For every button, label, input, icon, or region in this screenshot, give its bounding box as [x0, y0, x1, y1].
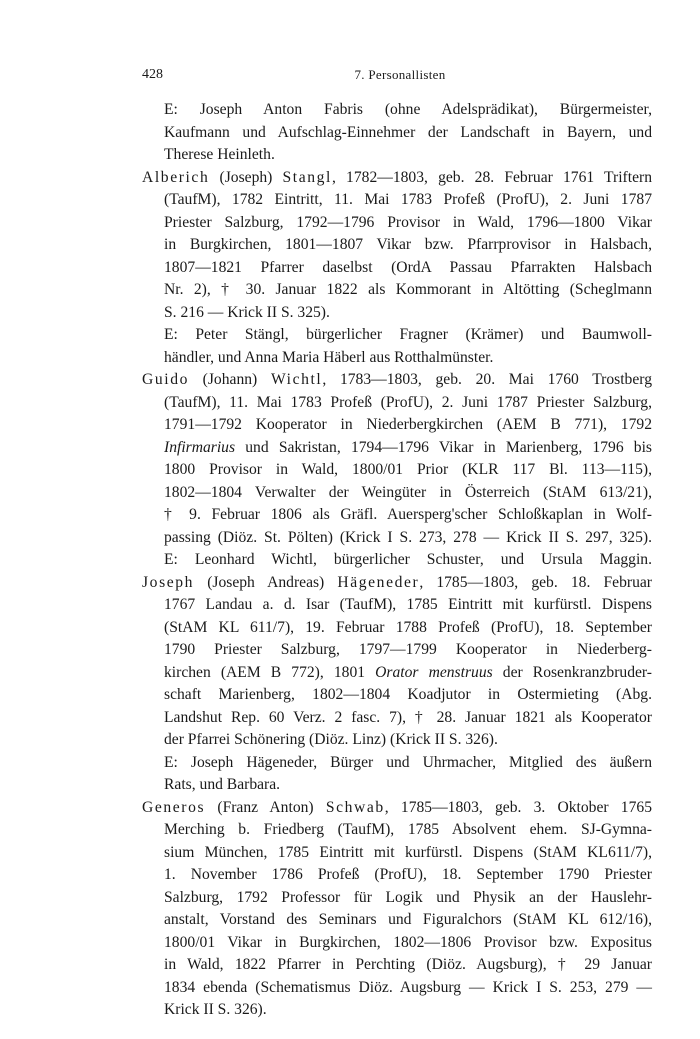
text-segment: Kaufmann und Aufschlag-Einnehmer der Landschaft in Bayern, und — [164, 123, 652, 141]
text-segment: 1800 Provisor in Wald, 1800/01 Prior (KLR 117 Bl. 113—115), — [164, 461, 652, 478]
text-line — [142, 684, 652, 707]
text-segment: und Sakristan, 1794—1796 Vikar in Marienberg, 1796 bis — [235, 438, 652, 456]
text-line — [142, 459, 652, 482]
text-segment: Krick II S. 326). — [164, 1001, 267, 1018]
person-name: Stangl — [282, 168, 332, 186]
text-segment: kirchen (AEM B 772), 1801 — [164, 663, 376, 681]
text-segment: in Burgkirchen, 1801—1807 Vikar bzw. Pfarrprovisor in Halsbach, — [164, 236, 652, 253]
text-segment: der Rosenkranzbruder- — [492, 663, 652, 681]
text-segment: anstalt, Vorstand des Seminars und Figuralchors (StAM KL 612/16), — [164, 911, 652, 928]
text-line — [142, 977, 652, 1000]
text-line — [142, 549, 652, 572]
text-segment: E: Leonhard Wichtl, bürgerlicher Schuster, und Ursula Maggin. — [164, 551, 652, 568]
text-line — [142, 639, 652, 662]
text-line — [142, 932, 652, 955]
text-line — [142, 617, 652, 640]
text-segment: † 9. Februar 1806 als Gräfl. Auersperg'scher Schloßkaplan in Wolf- — [164, 506, 652, 523]
entry-first-line — [142, 369, 652, 392]
text-line — [142, 887, 652, 910]
text-line — [142, 392, 652, 415]
person-name: Alberich — [142, 168, 210, 186]
text-line — [142, 999, 652, 1022]
person-name: Hägeneder — [337, 573, 420, 591]
text-line — [142, 482, 652, 505]
text-segment: händler, und Anna Maria Häberl aus Rotthalmünster. — [164, 348, 494, 366]
text-line — [142, 212, 652, 235]
text-segment: , 1783—1803, geb. 20. Mai 1760 Trostberg — [322, 371, 652, 388]
text-segment: der Pfarrei Schönering (Diöz. Linz) (Krick II S. 326). — [164, 731, 498, 748]
text-segment: (Franz Anton) — [205, 798, 326, 816]
text-line — [142, 189, 652, 212]
text-segment: in Wald, 1822 Pfarrer in Perchting (Diöz. Augsburg), † 29 Januar — [164, 956, 652, 973]
text-line — [142, 504, 652, 527]
text-segment: sium München, 1785 Eintritt mit kurfürstl. Dispens (StAM KL611/7), — [164, 843, 652, 861]
text-segment: 1790 Priester Salzburg, 1797—1799 Kooperator in Niederberg- — [164, 641, 652, 658]
text-segment: 1802—1804 Verwalter der Weingüter in Österreich (StAM 613/21), — [164, 483, 652, 501]
text-line — [142, 527, 652, 550]
text-segment: Merching b. Friedberg (TaufM), 1785 Absolvent ehem. SJ-Gymna- — [164, 821, 652, 838]
text-line — [142, 302, 652, 325]
text-segment: Rats, und Barbara. — [164, 776, 281, 793]
text-line — [142, 437, 652, 460]
text-segment: passing (Diöz. St. Pölten) (Krick I S. 273, 278 — Krick II S. 297, 325). — [164, 528, 652, 546]
text-line — [142, 234, 652, 257]
text-line — [142, 99, 652, 122]
text-segment: 1800/01 Vikar in Burgkirchen, 1802—1806 Provisor bzw. Expositus — [164, 933, 652, 951]
person-name: Generos — [142, 798, 206, 816]
entry-first-line — [142, 167, 652, 190]
text-segment: Nr. 2), † 30. Januar 1822 als Kommorant in Altötting (Scheglmann — [164, 281, 652, 298]
text-segment: (TaufM), 1782 Eintritt, 11. Mai 1783 Profeß (ProfU), 2. Juni 1787 — [164, 191, 652, 208]
latin-term: Orator menstruus — [375, 663, 493, 681]
text-segment: Therese Heinleth. — [164, 146, 275, 163]
person-name: Guido — [142, 371, 189, 388]
text-segment: (TaufM), 11. Mai 1783 Profeß (ProfU), 2. Juni 1787 Priester Salzburg, — [164, 393, 652, 411]
latin-term: Infirmarius — [164, 438, 236, 456]
text-segment: Priester Salzburg, 1792—1796 Provisor in Wald, 1796—1800 Vikar — [164, 213, 652, 231]
text-segment: (Joseph Andreas) — [194, 573, 338, 591]
text-line — [142, 279, 652, 302]
text-line — [142, 347, 652, 370]
text-line — [142, 144, 652, 167]
text-line — [142, 819, 652, 842]
text-line — [142, 707, 652, 730]
text-segment: Salzburg, 1792 Professor für Logik und Physik an der Hauslehr- — [164, 888, 652, 906]
entry-first-line — [142, 797, 652, 820]
text-segment: , 1785—1803, geb. 3. Oktober 1765 — [384, 798, 652, 816]
text-segment: schaft Marienberg, 1802—1804 Koadjutor in Ostermieting (Abg. — [164, 686, 652, 703]
text-segment: , 1785—1803, geb. 18. Februar — [419, 573, 652, 591]
text-line — [142, 954, 652, 977]
text-segment: E: Joseph Hägeneder, Bürger und Uhrmacher, Mitglied des äußern — [164, 753, 652, 771]
person-name: Joseph — [142, 573, 195, 591]
document-body — [142, 99, 652, 1022]
entry-first-line — [142, 572, 652, 595]
text-segment: 1767 Landau a. d. Isar (TaufM), 1785 Eintritt mit kurfürstl. Dispens — [164, 596, 652, 613]
text-line — [142, 864, 652, 887]
text-segment: 1807—1821 Pfarrer daselbst (OrdA Passau Pfarrakten Halsbach — [164, 258, 652, 276]
text-segment: 1834 ebenda (Schematismus Diöz. Augsburg — Krick I S. 253, 279 — — [164, 978, 652, 996]
text-line — [142, 257, 652, 280]
running-head: 7. Personallisten — [354, 67, 446, 82]
text-line — [142, 594, 652, 617]
text-line — [142, 324, 652, 347]
text-line — [142, 909, 652, 932]
text-segment: 1. November 1786 Profeß (ProfU), 18. September 1790 Priester — [164, 866, 652, 883]
text-segment: E: Peter Stängl, bürgerlicher Fragner (Krämer) und Baumwoll- — [164, 326, 652, 343]
text-line — [142, 729, 652, 752]
page-number: 428 — [142, 67, 163, 82]
text-segment: (Johann) — [188, 371, 271, 388]
text-segment: E: Joseph Anton Fabris (ohne Adelsprädikat), Bürgermeister, — [164, 101, 652, 118]
text-segment: (StAM KL 611/7), 19. Februar 1788 Profeß (ProfU), 18. September — [164, 618, 652, 636]
text-line — [142, 842, 652, 865]
text-segment: , 1782—1803, geb. 28. Februar 1761 Triftern — [331, 168, 652, 186]
text-line — [142, 752, 652, 775]
text-line — [142, 122, 652, 145]
text-segment: Landshut Rep. 60 Verz. 2 fasc. 7), † 28. Januar 1821 als Kooperator — [164, 708, 652, 726]
text-segment: (Joseph) — [209, 168, 283, 186]
text-line — [142, 662, 652, 685]
text-line — [142, 414, 652, 437]
text-segment: 1791—1792 Kooperator in Niederbergkirchen (AEM B 771), 1792 — [164, 416, 652, 433]
text-segment: S. 216 — Krick II S. 325). — [164, 303, 330, 321]
text-line — [142, 774, 652, 797]
person-name: Schwab — [325, 798, 385, 816]
person-name: Wichtl — [270, 371, 323, 388]
